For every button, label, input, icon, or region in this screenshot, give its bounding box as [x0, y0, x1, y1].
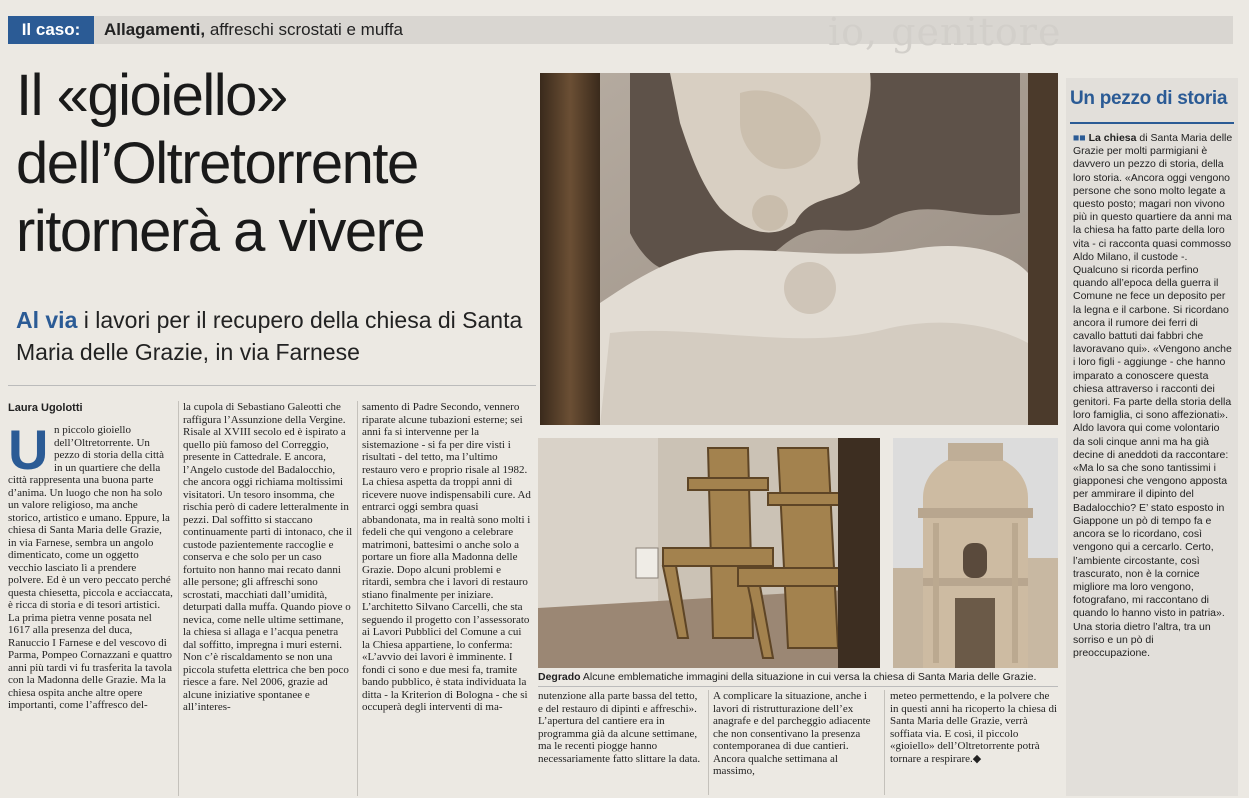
photo-church-facade	[893, 438, 1058, 668]
sidebar-lead: La chiesa	[1088, 132, 1137, 144]
sidebar-rule	[1070, 122, 1234, 124]
body-column-5	[713, 690, 879, 795]
body-text-6: meteo permettendo, e la polvere che in questi anni ha ricoperto la chiesa di Santa Maria delle Grazie, verrà soffiata via. E così, il piccolo «gioiello» dell’Oltretorrente potrà tornare a respirare.◆	[890, 690, 1058, 765]
topic-text	[104, 16, 403, 44]
body-text-1: n piccolo gioiello dell’Oltretorrente. Un pezzo di storia della città in un quartiere che della città rappresenta una buona parte d’anima. Un luogo che non ha solo un valore religioso, ma anche storico, artistico e umano. Eppure, la chiesa di Santa Maria delle Grazie, in via Farnese, sembra un angolo dimenticato, come un oggetto vecchio lasciato lì a prendere polvere. Ed è un vero peccato perché questa chiesetta, piccola e acciaccata, è ricca di storia e di tesori artistici. La prima pietra venne posata nel 1617 alla presenza del duca, Ranuccio I Farnese e del vescovo di Parma, Pompeo Cornazzani e quattro anni più tardi vi fu trasferita la tavola con la Madonna delle Grazie. Ma la chiesa ospita anche altre opere importanti, come l’affresco del-	[8, 424, 173, 711]
body-text-4: nutenzione alla parte bassa del tetto, e del restauro di dipinti e affreschi». L’apertura del cantiere era in programma già da alcune settimane, ma le recenti piogge hanno necessariamente fatto slittare la data.	[538, 690, 701, 765]
divider	[538, 686, 1058, 687]
body-text-3: samento di Padre Secondo, vennero riparate alcune tubazioni esterne; sei anni fa si intervenne per la sistemazione - si fa per dire visti i risultati - del tetto, ma l’ultimo restauro vero e proprio risale al 1982. La chiesa aspetta da troppi anni di ricevere nuove indispensabili cure. Ad entrarci oggi sembra quasi abbandonata, ma in realtà sono molti i fedeli che qui vengono a celebrare matrimoni, battesimi o anche solo a portare un fiore alla Madonna delle Grazie. Dopo alcuni problemi e ritardi, sembra che i lavori di restauro stiano finalmente per iniziare. L’architetto Silvano Carcelli, che sta seguendo il progetto con l’assessorato ai Lavori Pubblici del Comune a cui la Chiesa appartiene, lo conferma: «L’avvio dei lavori è imminente. I fondi ci sono e due mesi fa, tramite bando pubblico, è stata individuata la ditta - la Kriterion di Bologna - che si occuperà degli interventi di ma-	[362, 401, 531, 713]
column-separator	[178, 401, 179, 796]
caption-text: Alcune emblematiche immagini della situazione in cui versa la chiesa di Santa Maria delle Grazie.	[580, 671, 1037, 683]
drop-cap: U	[8, 424, 49, 481]
body-column-6	[890, 690, 1060, 795]
body-column-3	[362, 401, 532, 796]
sidebar-body: di Santa Maria delle Grazie per molti parmigiani è davvero un pezzo di storia, della loro storia. «Ancora oggi vengono persone che sono molto legate a questo posto; magari non vivono più in questo quartiere da anni ma la chiesa ha fatto parte della loro vita - ci racconta quasi commosso Aldo Milano, il custode -. Qualcuno si ricorda perfino quando all’epoca della guerra il Comune ne fece un deposito per la legna e il carbone. Si ricordano ancora il rumore dei ferri di cavallo battuti dai fabbri che lavoravano qui». «Vengono anche i loro figli - aggiunge - che hanno imparato a conoscere questa chiesa attraverso i racconti dei genitori. Fa parte della storia della loro famiglia, ci sono affezionati». Aldo lavora qui come volontario da soli cinque anni ma ha già decine di aneddoti da raccontare: «Ma lo sa che sono tantissimi i giapponesi che vengono apposta per ammirare il dipinto del Badalocchio? E’ stato esposto in Giappone un pò di tempo fa e ancora se lo ricordano, così vengono qui a cercarlo. Certo, l’ambiente circostante, così trascurato, non è la cornice migliore ma loro vengono, fotografano, mi raccontano di quando lo hanno visto in patria». Una storia dietro l’altra, tra un sorriso e un pò di preoccupazione.	[1073, 132, 1233, 659]
caption-lead: Degrado	[538, 671, 581, 683]
body-column-2	[183, 401, 353, 796]
bleed-through-text: io, genitore	[828, 10, 1062, 54]
sidebar-column	[1073, 132, 1233, 794]
subhead-rest: i lavori per il recupero della chiesa di Santa Maria delle Grazie, in via Farnese	[16, 307, 523, 365]
column-separator	[357, 401, 358, 796]
topic-rest: affreschi scrostati e muffa	[209, 20, 403, 39]
column-separator	[708, 690, 709, 795]
photo-fresco	[540, 73, 1058, 425]
body-column-1	[8, 424, 173, 796]
body-text-5: A complicare la situazione, anche i lavori di ristrutturazione dell’ex anagrafe e del parcheggio adiacente che non consentivano la presenza contemporanea di due cantieri. Ancora qualche settimana al massimo,	[713, 690, 871, 777]
topic-bold: Allagamenti,	[104, 20, 206, 39]
article-headline: Il «gioiello» dell’Oltretorrente ritornerà a vivere	[16, 63, 425, 264]
photo-benches	[538, 438, 880, 668]
article-subhead	[16, 304, 536, 368]
subhead-lead: Al via	[16, 307, 78, 333]
body-column-4	[538, 690, 704, 795]
topic-strip	[8, 10, 1233, 54]
divider	[8, 385, 536, 386]
sidebar-bullet-icon: ■■	[1073, 132, 1086, 144]
byline: Laura Ugolotti	[8, 402, 83, 414]
column-separator	[884, 690, 885, 795]
sidebar-text	[1073, 132, 1233, 660]
section-tag: Il caso:	[8, 16, 94, 44]
body-text-2: la cupola di Sebastiano Galeotti che raffigura l’Assunzione della Vergine. Risale al XVIII secolo ed è ispirato a quello più famoso del Correggio, presente in Cattedrale. E ancora, l’Angelo custode del Badalocchio, che ancora oggi richiama moltissimi visitatori. Un tesoro insomma, che rischia però di cadere letteralmente in pezzi. Dal soffitto si staccano continuamente parti di intonaco, che il custode pazientemente raccoglie e conserva e che solo per un caso fortuito non hanno mai recato danni alle persone; gli affreschi sono scrostati, macchiati dall’umidità, deturpati dalla muffa. Quando piove o nevica, come nelle ultime settimane, la chiesa si allaga e l’acqua penetra dal soffitto, impregna i muri esterni. Non c’è riscaldamento se non una piccola stufetta elettrica che ben poco riesce a fare. Nel 2006, grazie ad alcune iniziative spontanee e all’interes-	[183, 401, 353, 713]
photo-caption	[538, 670, 1058, 684]
sidebar-title: Un pezzo di storia	[1070, 88, 1228, 109]
